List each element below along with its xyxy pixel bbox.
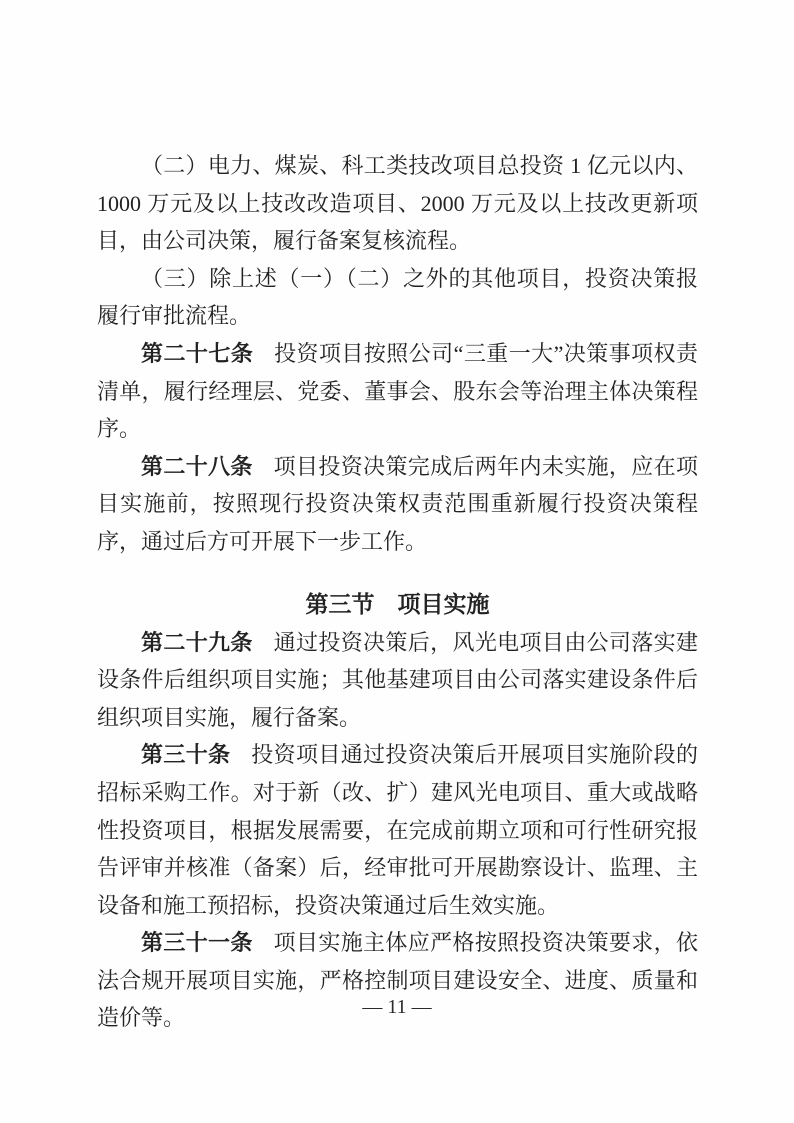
paragraph [97,448,698,561]
paragraph [97,147,698,260]
article-number: 第三十条 [141,742,231,768]
section-title: 项目实施 [397,591,490,617]
paragraph-text: 项目实施主体应严格按照投资决策要求，依法合规开展项目实施，严格控制项目建设安全、进度、质量和造价等。 [97,930,698,1031]
section-label: 第三节 [305,591,375,617]
section-heading [97,586,698,624]
paragraph-text: 项目投资决策完成后两年内未实施，应在项目实施前，按照现行投资决策权责范围重新履行投资决策程序，通过后方可开展下一步工作。 [97,453,698,554]
paragraph-text: （二）电力、煤炭、科工类技改项目总投资 1 亿元以内、1000 万元及以上技改改造项目、2000 万元及以上技改更新项目，由公司决策，履行备案复核流程。 [97,153,698,254]
paragraph-text: 投资项目通过投资决策后开展项目实施阶段的招标采购工作。对于新（改、扩）建风光电项目、重大或战略性投资项目，根据发展需要，在完成前期立项和可行性研究报告评审并核准（备案）后，经审批可开展勘察设计、监理、主设备和施工预招标，投资决策通过后生效实施。 [97,742,698,918]
paragraph [97,335,698,448]
paragraph-text: （三）除上述（一）（二）之外的其他项目，投资决策报履行审批流程。 [97,265,698,329]
article-number: 第二十八条 [141,453,253,479]
paragraph [97,736,698,924]
article-number: 第二十七条 [141,340,254,366]
paragraph-text: 通过投资决策后，风光电项目由公司落实建设条件后组织项目实施；其他基建项目由公司落实建设条件后组织项目实施，履行备案。 [97,629,698,730]
page-number: — 11 — [362,996,432,1018]
paragraph [97,260,698,335]
article-number: 第二十九条 [141,629,253,655]
article-number: 第三十一条 [141,930,253,956]
document-body [97,147,698,1037]
paragraph [97,624,698,737]
paragraph-text: 投资项目按照公司“三重一大”决策事项权责清单，履行经理层、党委、董事会、股东会等治理主体决策程序。 [97,340,698,442]
